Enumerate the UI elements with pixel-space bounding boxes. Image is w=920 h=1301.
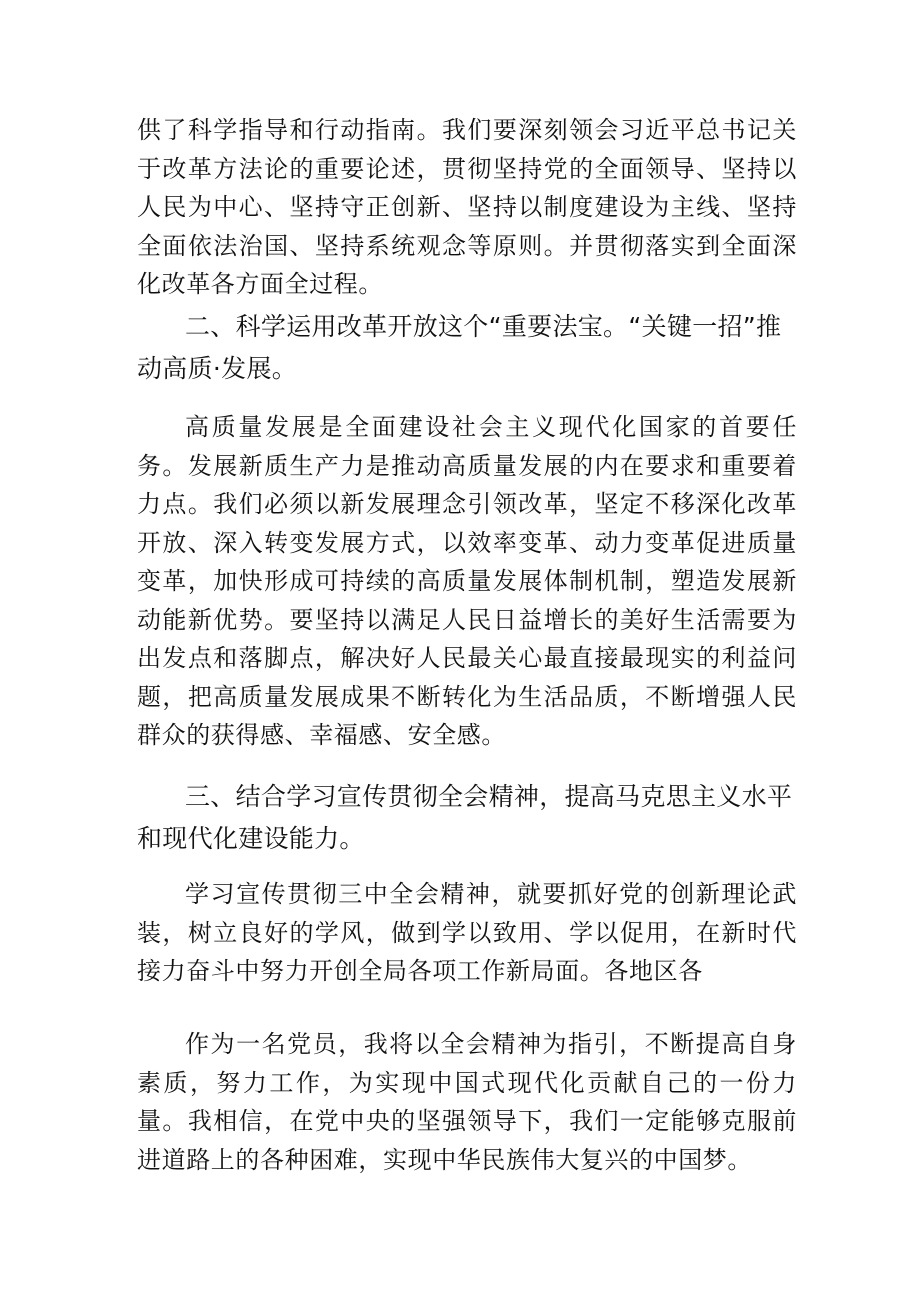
section-heading-2: 二、科学运用改革开放这个“重要法宝。“关键一招”推动高质·发展。 (137, 312, 782, 383)
section-heading-3: 三、结合学习宣传贯彻全会精神，提高马克思主义水平和现代化建设能力。 (137, 782, 793, 853)
paragraph-2: 高质量发展是全面建设社会主义现代化国家的首要任务。发展新质生产力是推动高质量发展的内在要求和重要着力点。我们必须以新发展理念引领改革，坚定不移深化改革开放、深入转变发展方式，以效率变革、动力变革促进质量变革，加快形成可持续的高质量发展体制机制，塑造发展新动能新优势。要坚持以满足人民日益增长的美好生活需要为出发点和落脚点，解决好人民最关心最直接最现实的利益问题，把高质量发展成果不断转化为生活品质，不断增强人民群众的获得感、幸福感、安全感。 (137, 413, 797, 749)
paragraph-3: 学习宣传贯彻三中全会精神，就要抓好党的创新理论武装，树立良好的学风，做到学以致用、学以促用，在新时代接力奋斗中努力开创全局各项工作新局面。各地区各 (137, 880, 797, 985)
paragraph-4: 作为一名党员，我将以全会精神为指引，不断提高自身素质，努力工作，为实现中国式现代化贡献自己的一份力量。我相信，在党中央的坚强领导下，我们一定能够克服前进道路上的各种困难，实现中华民族伟大复兴的中国梦。 (137, 1030, 797, 1174)
paragraph-1: 供了科学指导和行动指南。我们要深刻领会习近平总书记关于改革方法论的重要论述，贯彻坚持党的全面领导、坚持以人民为中心、坚持守正创新、坚持以制度建设为主线、坚持全面依法治国、坚持系统观念等原则。并贯彻落实到全面深化改革各方面全过程。 (137, 116, 797, 298)
